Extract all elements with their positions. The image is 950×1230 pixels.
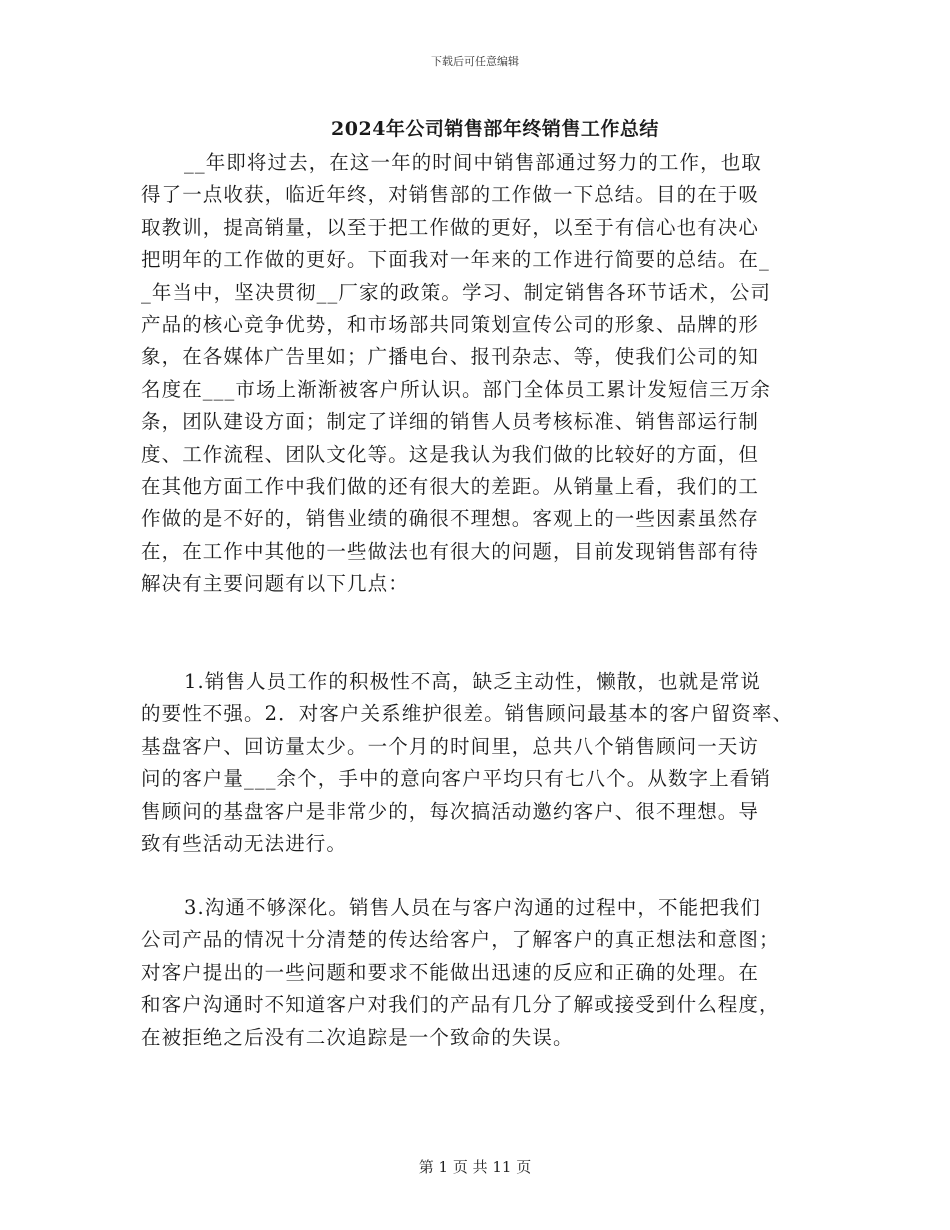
text-line: 公司产品的情况十分清楚的传达给客户，了解客户的真正想法和意图； xyxy=(141,928,780,952)
text-line: 在，在工作中其他的一些做法也有很大的问题，目前发现销售部有待 xyxy=(141,539,760,563)
text-line: 和客户沟通时不知道客户对我们的产品有几分了解或接受到什么程度， xyxy=(141,993,780,1017)
text-line: 解决有主要问题有以下几点： xyxy=(141,572,409,596)
text-line: 在其他方面工作中我们做的还有很大的差距。从销量上看，我们的工 xyxy=(141,475,760,499)
text-line: 把明年的工作做的更好。下面我对一年来的工作进行简要的总结。在_ xyxy=(141,248,770,272)
text-line: 基盘客户、回访量太少。一个月的时间里，总共八个销售顾问一天访 xyxy=(141,734,760,758)
text-line: _年当中，坚决贯彻__厂家的政策。学习、制定销售各环节话术，公司 xyxy=(141,280,771,304)
text-line: 度、工作流程、团队文化等。这是我认为我们做的比较好的方面，但 xyxy=(141,442,760,466)
text-line: 的要性不强。2．对客户关系维护很差。销售顾问最基本的客户留资率、 xyxy=(141,702,794,726)
paragraph-3 xyxy=(141,892,811,1054)
text-line: 问的客户量___余个，手中的意向客户平均只有七八个。从数字上看销 xyxy=(141,767,771,791)
text-line: 致有些活动无法进行。 xyxy=(141,832,348,856)
text-line: 在被拒绝之后没有二次追踪是一个致命的失误。 xyxy=(141,1025,574,1049)
page-number-footer: 第 1 页 共 11 页 xyxy=(418,1158,532,1176)
text-line: __年即将过去，在这一年的时间中销售部通过努力的工作，也取 xyxy=(184,151,762,174)
text-line: 得了一点收获，临近年终，对销售部的工作做一下总结。目的在于吸 xyxy=(141,183,760,207)
paragraph-2 xyxy=(141,666,811,860)
text-line: 条，团队建设方面；制定了详细的销售人员考核标准、销售部运行制 xyxy=(141,410,760,434)
paragraph-1 xyxy=(141,147,811,601)
page-header-note: 下载后可任意编辑 xyxy=(431,55,519,68)
document-title: 2024年公司销售部年终销售工作总结 xyxy=(331,118,659,140)
text-line: 产品的核心竞争优势，和市场部共同策划宣传公司的形象、品牌的形 xyxy=(141,313,760,337)
text-line: 1.销售人员工作的积极性不高，缺乏主动性，懒散，也就是常说 xyxy=(184,670,762,693)
text-line: 名度在___市场上渐渐被客户所认识。部门全体员工累计发短信三万余 xyxy=(141,377,771,401)
text-line: 对客户提出的一些问题和要求不能做出迅速的反应和正确的处理。在 xyxy=(141,960,760,984)
text-line: 取教训，提高销量，以至于把工作做的更好，以至于有信心也有决心 xyxy=(141,215,760,239)
text-line: 作做的是不好的，销售业绩的确很不理想。客观上的一些因素虽然存 xyxy=(141,507,760,531)
text-line: 象，在各媒体广告里如；广播电台、报刊杂志、等，使我们公司的知 xyxy=(141,345,760,369)
text-line: 售顾问的基盘客户是非常少的，每次搞活动邀约客户、很不理想。导 xyxy=(141,799,760,823)
text-line: 3.沟通不够深化。销售人员在与客户沟通的过程中，不能把我们 xyxy=(184,896,762,919)
